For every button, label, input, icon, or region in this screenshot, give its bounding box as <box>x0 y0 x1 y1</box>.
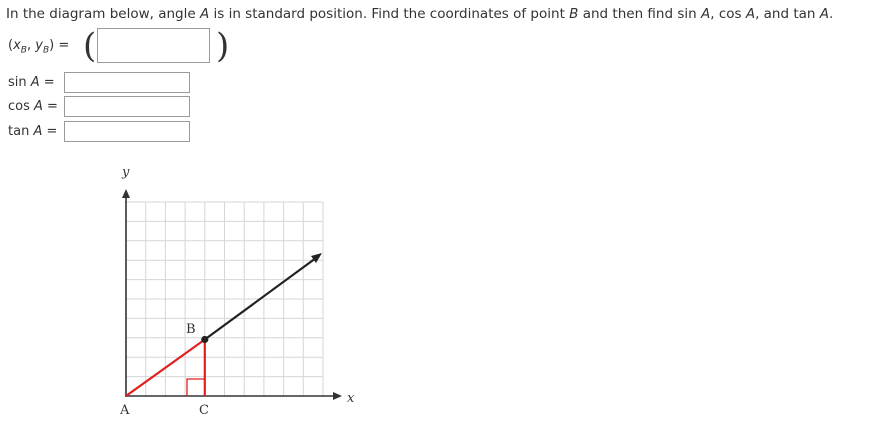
terminal-ray <box>205 258 316 340</box>
cos-input[interactable] <box>64 96 190 117</box>
y-axis-arrow-icon <box>122 189 130 198</box>
question-text: In the diagram below, angle A is in standard position. Find the coordinates of point B and then find sin A, cos A, and tan A. <box>6 6 834 22</box>
sin-label: sin A = <box>8 75 55 90</box>
tan-label: tan A = <box>8 124 58 139</box>
ray-arrow-icon <box>311 253 322 263</box>
point-b-label: B <box>186 322 196 337</box>
right-paren: ) <box>216 26 230 66</box>
tan-input[interactable] <box>64 121 190 142</box>
grid <box>126 202 323 396</box>
x-axis-arrow-icon <box>333 392 342 400</box>
left-paren: ( <box>83 26 97 66</box>
cos-label: cos A = <box>8 99 58 114</box>
point-b-dot <box>201 336 208 343</box>
x-axis-label: x <box>347 391 355 406</box>
coordinates-input[interactable] <box>97 28 210 63</box>
y-axis-label: y <box>122 165 130 180</box>
sin-input[interactable] <box>64 72 190 93</box>
point-c-label: C <box>199 403 209 418</box>
reference-triangle <box>126 340 205 397</box>
coordinates-label: ($x_B$, $y_B$) = <box>8 38 70 56</box>
point-a-label: A <box>120 403 130 418</box>
